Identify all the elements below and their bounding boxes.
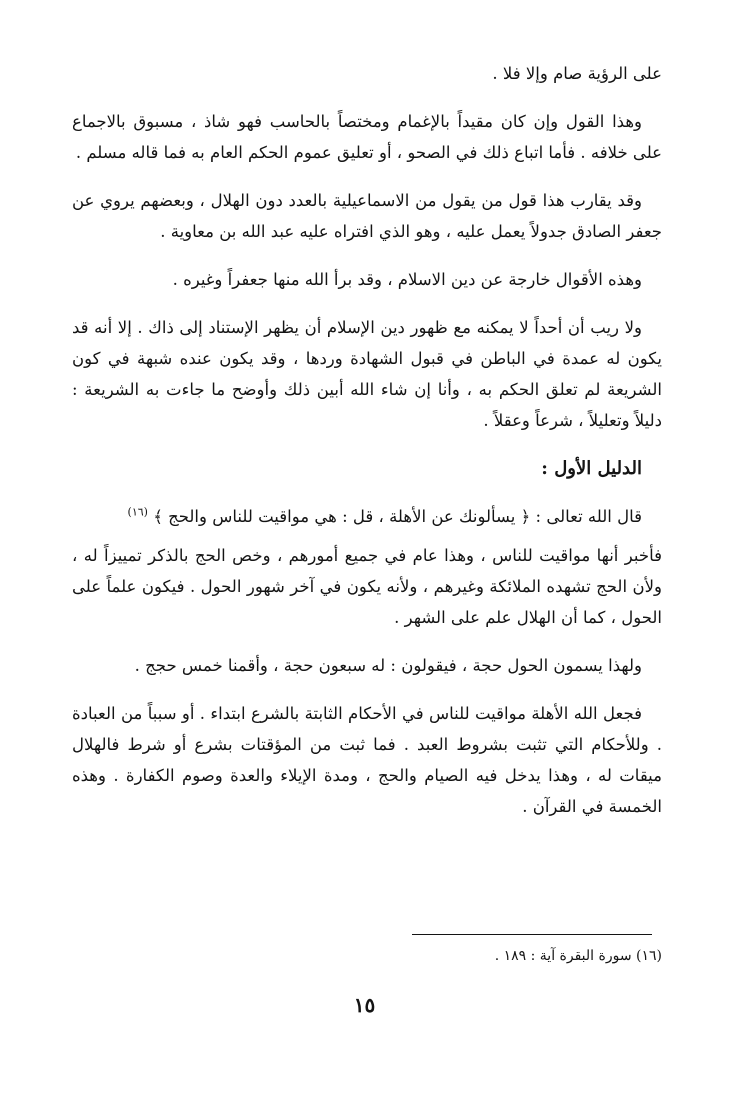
verse-intro-line (72, 501, 662, 532)
paragraph-1: على الرؤية صام وإلا فلا . (492, 64, 662, 83)
footnote-divider (412, 934, 652, 935)
paragraph-4: وهذه الأقوال خارجة عن دين الاسلام ، وقد برأ الله منها جعفراً وغيره . (172, 270, 642, 289)
section-heading: الدليل الأول : (541, 458, 642, 479)
verse-quote: قال الله تعالى : ﴿ يسألونك عن الأهلة ، قل : هي مواقيت للناس والحج ﴾ (153, 507, 642, 526)
page-number: ١٥ (353, 993, 376, 1017)
verse-commentary: فأخبر أنها مواقيت للناس ، وهذا عام في جميع أمورهم ، وخص الحج بالذكر تمييزاً له ، ولأن الحج تشهده الملائكة وغيرهم ، ولأنه يكون في آخر شهور الحول . فيكون علماً على الحول ، كما أن الهلال علم على الشهر . (72, 546, 662, 627)
paragraph-years: ولهذا يسمون الحول حجة ، فيقولون : له سبعون حجة ، وأقمنا خمس حجج . (134, 656, 642, 675)
paragraph-3: وقد يقارب هذا قول من يقول من الاسماعيلية بالعدد دون الهلال ، وبعضهم يروي عن جعفر الصادق جدولاً يعمل عليه ، وهو الذي افتراه عليه عبد الله بن معاوية . (72, 191, 662, 241)
footnote-text: (١٦) سورة البقرة آية : ١٨٩ . (494, 948, 662, 964)
paragraph-last: فجعل الله الأهلة مواقيت للناس في الأحكام الثابتة بالشرع ابتداء . أو سبباً من العبادة . وللأحكام التي تثبت بشروط العبد . فما ثبت من المؤقتات بشرع أو شرط فالهلال ميقات له ، وهذا يدخل فيه الصيام والحج ، ومدة الإيلاء والعدة وصوم الكفارة . وهذه الخمسة في القرآن . (72, 704, 662, 816)
body-text (72, 58, 662, 839)
paragraph-5: ولا ريب أن أحداً لا يمكنه مع ظهور دين الإسلام أن يظهر الإستناد إلى ذاك . إلا أنه قد يكون له عمدة في الباطن في قبول الشهادة وردها ، وقد يكون عنده شبهة في كون الشريعة لم تعلق الحكم به ، وأنا إن شاء الله أبين ذلك وأوضح ما جاءت به الشريعة : دليلاً وتعليلاً ، شرعاً وعقلاً . (72, 318, 662, 430)
footnote-marker: (١٦) (127, 505, 148, 519)
paragraph-2: وهذا القول وإن كان مقيداً بالإغمام ومختصاً بالحاسب فهو شاذ ، مسبوق بالاجماع على خلافه . فأما اتباع ذلك في الصحو ، أو تعليق عموم الحكم العام به فما قاله مسلم . (72, 112, 662, 162)
